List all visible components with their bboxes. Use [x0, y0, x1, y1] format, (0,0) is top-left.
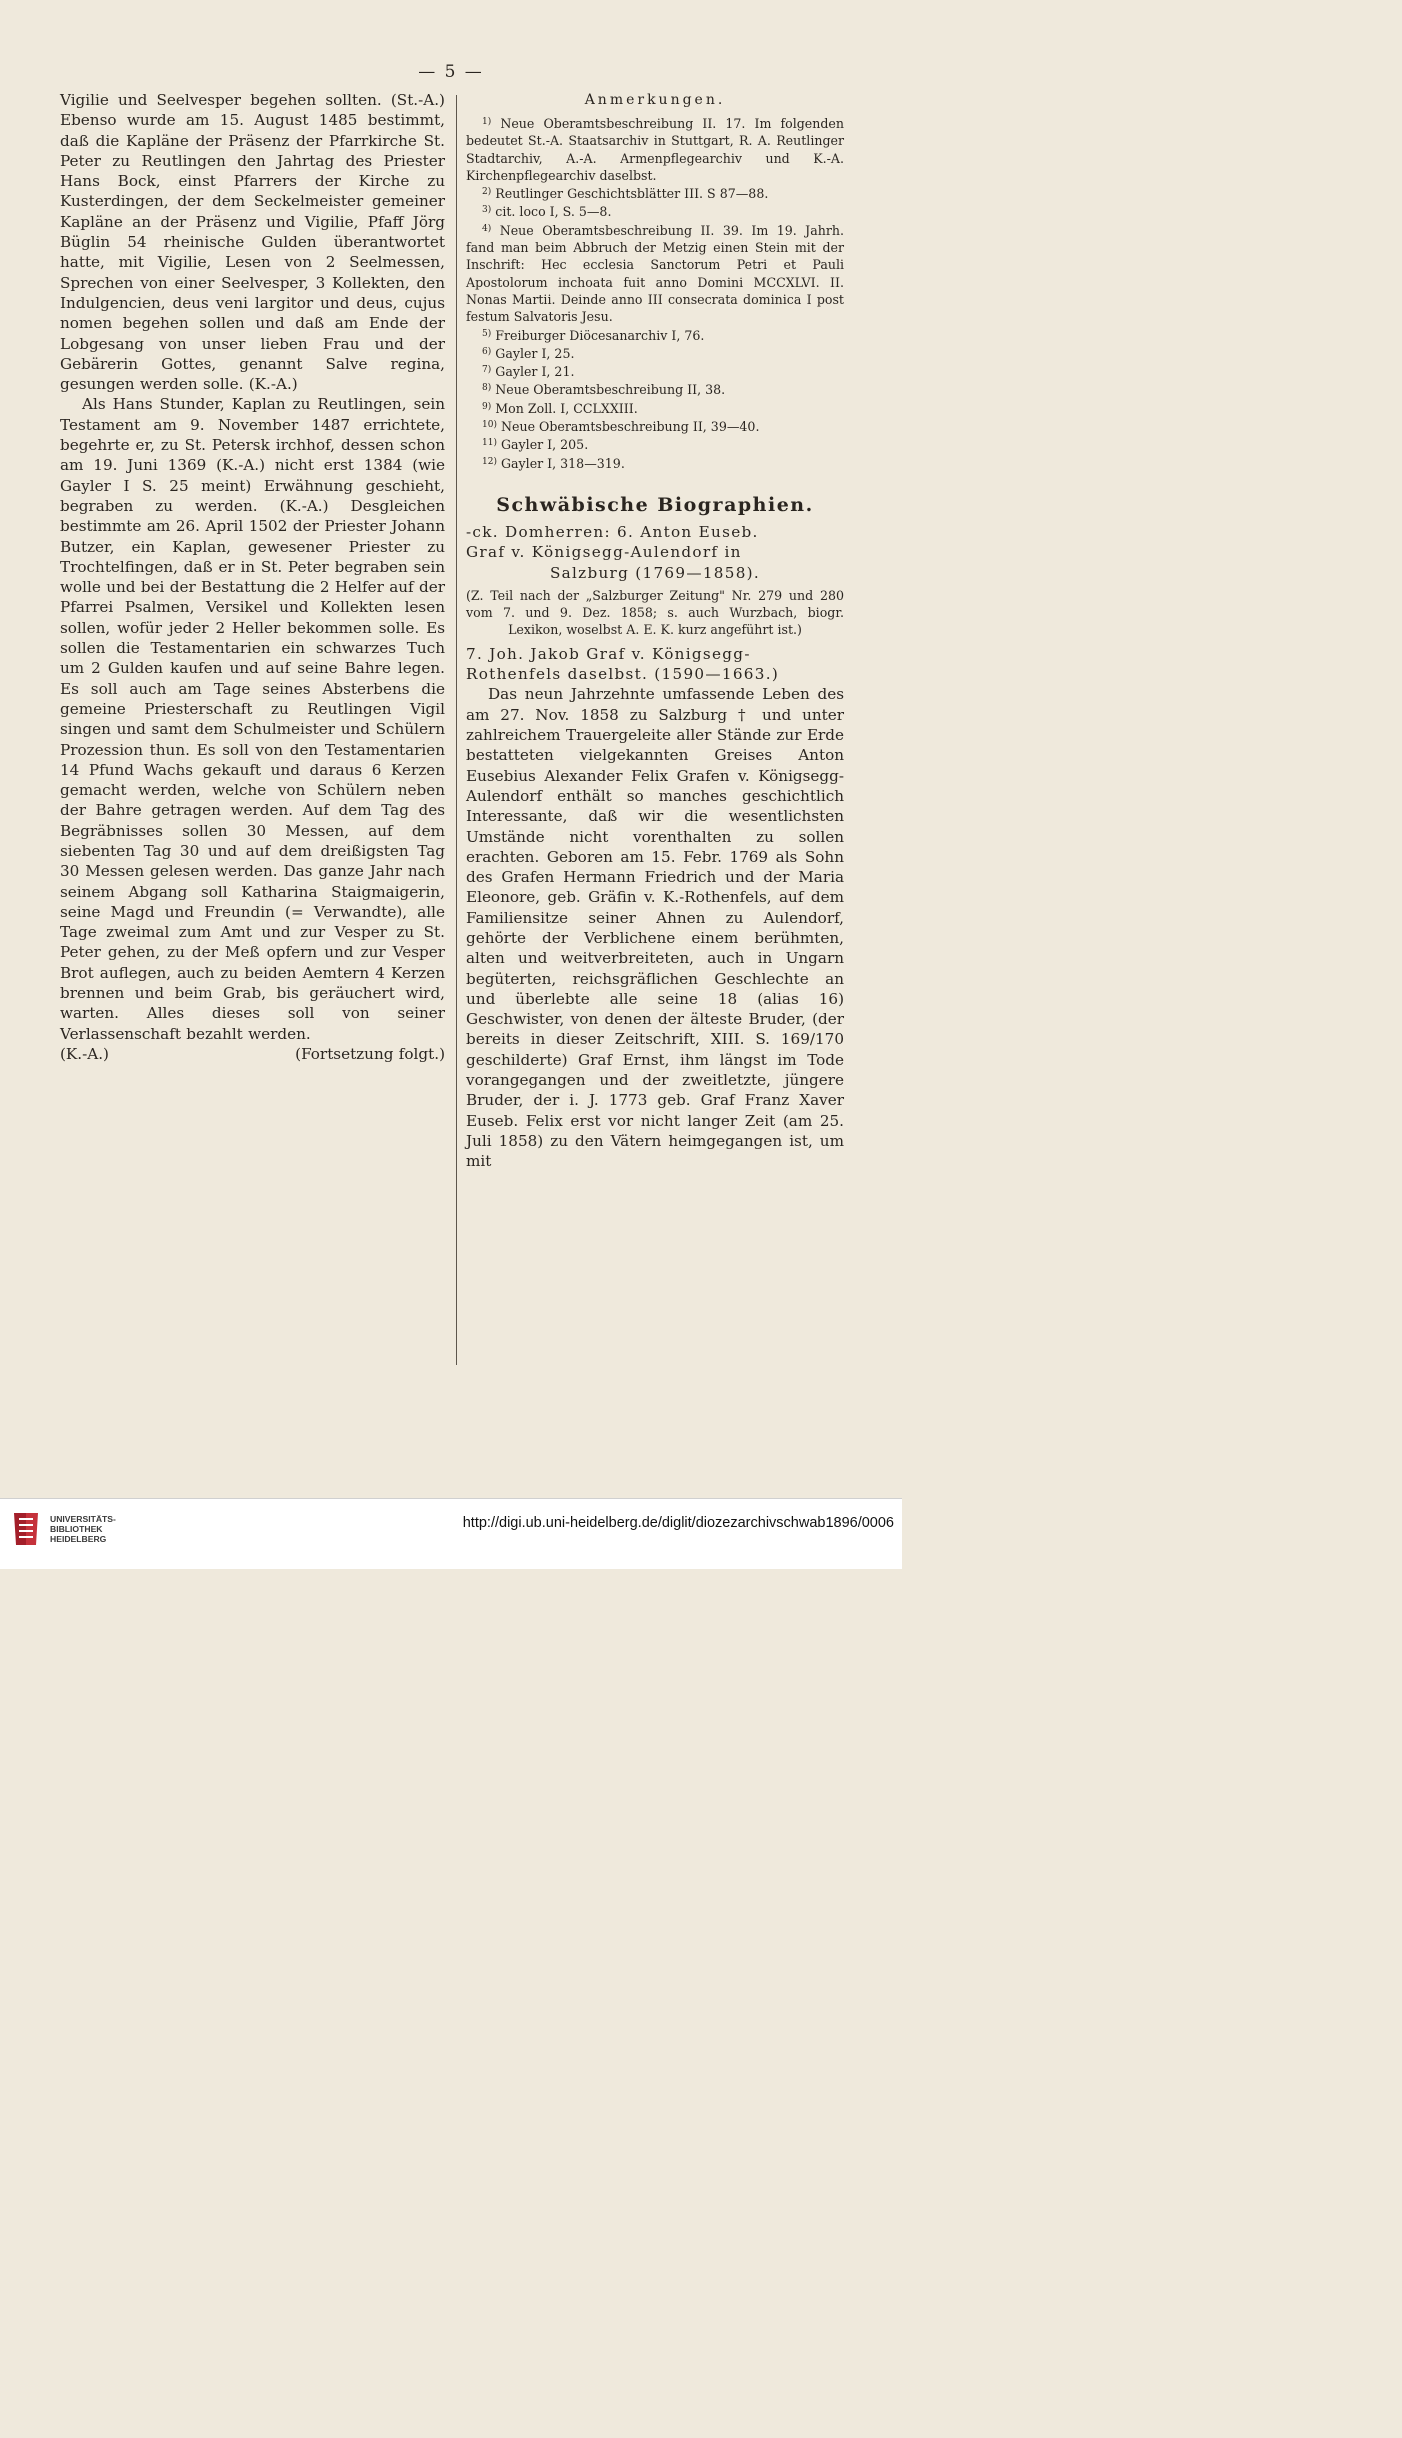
notes-title: Anmerkungen.: [584, 92, 726, 108]
scanned-page: [0, 0, 902, 1568]
footnote: $^{3)}$ cit. loco I, S. 5—8.: [482, 204, 612, 220]
footnote: $^{7)}$ Gayler I, 21.: [482, 364, 575, 380]
footnote: $^{5)}$ Freiburger Diöcesanarchiv I, 76.: [482, 327, 705, 343]
entry-heading-line: -ck. Domherren: 6. Anton Euseb.: [466, 522, 759, 541]
footnote: $^{11)}$ Gayler I, 205.: [482, 437, 589, 453]
paragraph-1: Vigilie und Seelvesper begehen sollten. (St.-A.) Ebenso wurde am 15. August 1485 bestimmt, daß die Kapläne der Präsenz der Pfarrkirche St. Peter zu Reutlingen den Jahrtag des Priester Hans Bock, einst Pfarrers der Kirche zu Kusterdingen, der dem Seckelmeister gemeiner Kapläne an der Präsenz und Vigilie, Pfaff Jörg Büglin 54 rheinische Gulden überantwortet hatte, mit Vigilie, Lesen von 2 Seelmessen, Sprechen von einer Seelvesper, 3 Kollekten, den Indulgencien, deus veni largitor und deus, cujus nomen begehen sollen und daß am Ende der Lobgesang von unser lieben Frau und der Gebärerin Gottes, genannt Salve regina, gesungen werden solle. (K.-A.): [60, 91, 445, 394]
right-column: [466, 90, 844, 1172]
footnote: $^{4)}$ Neue Oberamtsbeschreibung II. 39. Im 19. Jahrh. fand man beim Abbruch der Metzig einen Stein mit der Inschrift: Hec ecclesia Sanctorum Petri et Pauli Apostolorum inchoata fuit anno Domini MCCXLVI. II. Nonas Martii. Deinde anno III consecrata dominica I post festum Salvatoris Jesu.: [466, 222, 844, 325]
entry-heading-line: Graf v. Königsegg-Aulendorf in: [466, 543, 742, 562]
paragraph-2: Als Hans Stunder, Kaplan zu Reutlingen, sein Testament am 9. November 1487 errichtete, begehrte er, zu St. Petersk irchhof, dessen schon am 19. Juni 1369 (K.-A.) nicht erst 1384 (wie Gayler I S. 25 meint) Erwähnung geschieht, begraben zu werden. (K.-A.) Desgleichen bestimmte am 26. April 1502 der Priester Johann Butzer, ein Kaplan, gewesener Priester zu Trochtelfingen, daß er in St. Peter begraben sein wolle und bei der Bestattung die 2 Helfer auf der Pfarrei Psalmen, Versikel und Kollekten lesen sollen, wofür jeder 2 Heller bekommen solle. Es sollen die Testamentarien ein schwarzes Tuch um 2 Gulden kaufen und auf seine Bahre legen. Es soll auch am Tage seines Absterbens die gemeine Priesterschaft zu Reutlingen Vigil singen und samt dem Schulmeister und Schülern Prozession thun. Es soll von den Testamentarien 14 Pfund Wachs gekauft und daraus 6 Kerzen gemacht werden, welche von Schülern neben der Bahre getragen werden. Auf dem Tag des Begräbnisses sollen 30 Messen, auf dem siebenten Tag 30 und auf dem dreißigsten Tag 30 Messen gelesen werden. Das ganze Jahr nach seinem Abgang soll Katharina Staigmaigerin, seine Magd und Freundin (= Verwandte), alle Tage zweimal zum Amt und zur Vesper zu St. Peter gehen, zu der Meß opfern und zur Vesper Brot auflegen, auch zu beiden Aemtern 4 Kerzen brennen und beim Grab, bis geräuchert wird, warten. Alles dieses soll von seiner Verlassenschaft bezahlt werden.: [60, 395, 445, 1043]
entry-heading-line: Rothenfels daselbst. (1590—1663.): [466, 665, 780, 684]
paragraph-end-line: [60, 1044, 445, 1064]
footnote: $^{2)}$ Reutlinger Geschichtsblätter III. S 87—88.: [482, 186, 769, 202]
page-number: — 5 —: [418, 62, 484, 82]
left-column: [60, 90, 445, 1064]
footnote: $^{10)}$ Neue Oberamtsbeschreibung II, 39—40.: [482, 419, 760, 435]
entry-heading-line: Salzburg (1769—1858).: [549, 563, 761, 582]
footnote: $^{6)}$ Gayler I, 25.: [482, 345, 575, 361]
continued-note: (Fortsetzung folgt.): [295, 1044, 445, 1063]
footer-bar: [0, 1498, 902, 1569]
entry-heading-line: 7. Joh. Jakob Graf v. Königsegg-: [466, 644, 751, 663]
library-logo-icon: [10, 1511, 42, 1547]
notes-list: [466, 114, 844, 472]
source-url-link[interactable]: http://digi.ub.uni-heidelberg.de/diglit/diozezarchivschwab1896/0006: [462, 1515, 894, 1531]
footnote: $^{1)}$ Neue Oberamtsbeschreibung II. 17. Im folgenden bedeutet St.-A. Staatsarchiv in Stuttgart, R. A. Reutlinger Stadtarchiv, A.-A. Armenpflegearchiv und K.-A. Kirchenpflegearchiv daselbst.: [466, 116, 844, 183]
column-divider: [456, 95, 457, 1365]
footnote: $^{8)}$ Neue Oberamtsbeschreibung II, 38.: [482, 382, 726, 398]
entry-source: (Z. Teil nach der „Salzburger Zeitung" Nr. 279 und 280 vom 7. und 9. Dez. 1858; s. auch Wurzbach, biogr. Lexikon, woselbst A. E. K. kurz angeführt ist.): [466, 587, 844, 637]
footnote: $^{9)}$ Mon Zoll. I, CCLXXIII.: [482, 400, 638, 416]
library-logo-text: UNIVERSITÄTS- BIBLIOTHEK HEIDELBERG: [50, 1514, 116, 1544]
entry-body: Das neun Jahrzehnte umfassende Leben des am 27. Nov. 1858 zu Salzburg † und unter zahlreichem Trauergeleite aller Stände zur Erde bestatteten vielgekannten Greises Anton Eusebius Alexander Felix Grafen v. Königsegg-Aulendorf enthält so manches geschichtlich Interessante, daß wir die wesentlichsten Umstände nicht vorenthalten zu sollen erachten. Geboren am 15. Febr. 1769 als Sohn des Grafen Hermann Friedrich und der Maria Eleonore, geb. Gräfin v. K.-Rothenfels, auf dem Familiensitze seiner Ahnen zu Aulendorf, gehörte der Verblichene einem berühmten, alten und weitverbreiteten, auch in Ungarn begüterten, reichsgräflichen Geschlechte an und überlebte alle seine 18 (alias 16) Geschwister, von denen der älteste Bruder, (der bereits in dieser Zeitschrift, XIII. S. 169/170 geschilderte) Graf Ernst, ihm längst im Tode vorangegangen und der zweitletzte, jüngere Bruder, der i. J. 1773 geb. Graf Franz Xaver Euseb. Felix erst vor nicht langer Zeit (am 25. Juli 1858) zu den Vätern heimgegangen ist, um mit: [466, 685, 844, 1171]
section-heading: Schwäbische Biographien.: [496, 493, 814, 516]
end-source: (K.-A.): [60, 1044, 109, 1063]
footnote: $^{12)}$ Gayler I, 318—319.: [482, 455, 625, 471]
